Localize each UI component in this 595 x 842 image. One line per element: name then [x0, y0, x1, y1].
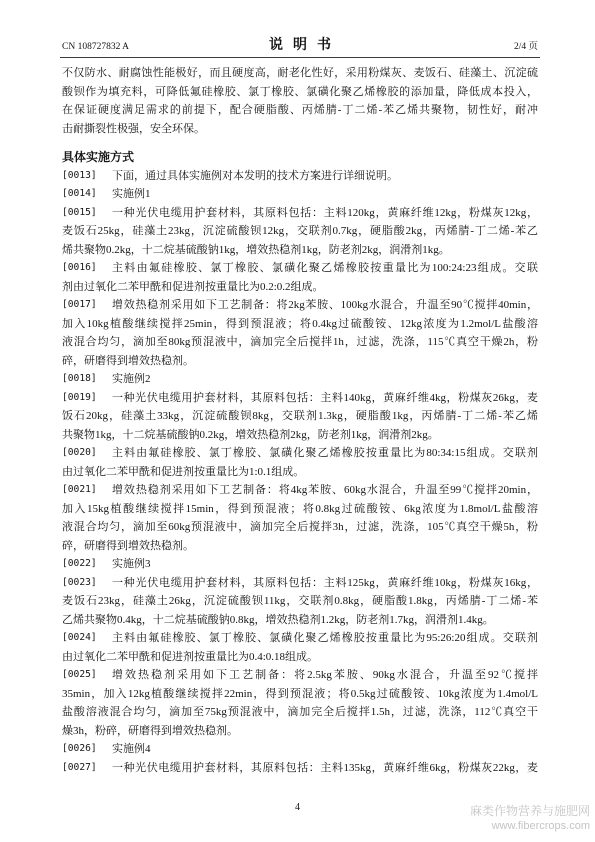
- paragraph-number: [0018]: [62, 373, 97, 384]
- paragraph-first-line: [62, 204, 538, 223]
- watermark-site-name: 麻类作物营养与施肥网: [469, 804, 590, 818]
- paragraph-number: [0015]: [62, 206, 97, 218]
- paragraph-first-line: [62, 370, 538, 389]
- paragraph-text-line: 液混合均匀，滴加至60kg预混液中，滴加完全后搅拌3h，过滤，洗涤，105℃真空干燥5h，粉: [62, 521, 538, 533]
- paragraph-text-line: 饭石20kg，硅藻土33kg，沉淀硫酸钡8kg，交联剂1.3kg，硬脂酸1kg，丙烯腈-丁二烯-苯乙烯: [62, 410, 538, 422]
- paragraph-number: [0014]: [62, 188, 97, 199]
- paragraph-number: [0020]: [62, 447, 97, 458]
- paragraph-text: 增效热稳剂采用如下工艺制备：将2kg苯胺、100kg水混合，升温至90℃搅拌40min，: [112, 299, 538, 311]
- paragraph-text: 实施例3: [112, 558, 151, 570]
- paragraph-first-line: [62, 555, 538, 574]
- paragraph-number: [0024]: [62, 632, 97, 643]
- paragraph-text: 增效热稳剂采用如下工艺制备：将2.5kg苯胺、90kg水混合，升温至92℃搅拌: [112, 669, 538, 681]
- paragraph-text-line: 烯共聚物0.2kg，十二烷基硫酸钠1kg，增效热稳剂1kg，防老剂2kg，润滑剂1kg。: [62, 243, 450, 256]
- paragraph-first-line: [62, 740, 538, 759]
- paragraph-number: [0023]: [62, 576, 97, 588]
- paragraph-first-line: [62, 389, 538, 408]
- paragraph-text: 实施例1: [112, 188, 151, 200]
- paragraph-text-line: 麦饭石25kg，硅藻土23kg，沉淀硫酸钡12kg，交联剂0.7kg，硬脂酸2kg，丙烯腈-丁二烯-苯乙: [62, 225, 538, 237]
- paragraph-first-line: [62, 444, 538, 463]
- numbered-paragraph: [62, 444, 538, 481]
- paragraph-text: 主料由氟硅橡胶、氯丁橡胶、氯磺化聚乙烯橡胶按重量比为80:34:15组成。交联剂: [112, 447, 538, 459]
- numbered-paragraph: [62, 740, 538, 759]
- numbered-paragraph: [62, 204, 538, 260]
- text-line: 击耐撕裂性极强，安全环保。: [62, 122, 205, 135]
- continued-paragraph: [62, 64, 538, 138]
- paragraph-text-line: 盐酸溶液混合均匀，滴加至75kg预混液中，滴加完全后搅拌1.5h，过滤，洗涤，112℃真空干: [62, 706, 538, 718]
- paragraph-text-line: 35min，加入12kg植酸继续搅拌22min，得到预混液；将0.5kg过硫酸铵、10kg浓度为1.4mol/L: [62, 687, 538, 700]
- paragraph-number: [0026]: [62, 743, 97, 754]
- paragraph-first-line: [62, 574, 538, 593]
- numbered-paragraph: [62, 666, 538, 740]
- numbered-paragraph: [62, 259, 538, 296]
- paragraph-text-line: 燥3h，粉碎，研磨得到增效热稳剂。: [62, 724, 238, 737]
- paragraph-number: [0021]: [62, 484, 97, 495]
- page-body: [62, 64, 538, 777]
- paragraph-text: 一种光伏电缆用护套材料，其原料包括：主料120kg，黄麻纤维12kg，粉煤灰12kg，: [112, 206, 538, 219]
- paragraph-number: [0027]: [62, 761, 97, 773]
- paragraph-text: 下面，通过具体实施例对本发明的技术方案进行详细说明。: [112, 169, 398, 182]
- paragraph-text: 增效热稳剂采用如下工艺制备：将4kg苯胺、60kg水混合，升温至99℃搅拌20min，: [112, 484, 538, 496]
- paragraph-text: 实施例4: [112, 743, 151, 755]
- paragraph-text: 实施例2: [112, 373, 151, 385]
- text-line: 在保证硬度满足需求的前提下，配合硬脂酸、丙烯腈-丁二烯-苯乙烯共聚物，韧性好，耐冲: [62, 104, 538, 116]
- paragraph-number: [0025]: [62, 669, 97, 680]
- paragraph-first-line: [62, 629, 538, 648]
- text-line: 酸钡作为填充料，可降低氟硅橡胶、氯丁橡胶、氯磺化聚乙烯橡胶的添加量，降低成本投入，: [62, 85, 538, 98]
- paragraph-text-line: 由过氧化二苯甲酰和促进剂按重量比为0.4:0.18组成。: [62, 650, 319, 663]
- paragraph-first-line: [62, 259, 538, 278]
- numbered-paragraph: [62, 555, 538, 574]
- numbered-paragraph: [62, 389, 538, 445]
- section-heading: 具体实施方式: [62, 150, 135, 164]
- paragraph-text-line: 加入15kg植酸继续搅拌15min，得到预混液；将0.8kg过硫酸铵、6kg浓度为1.8mol/L盐酸溶: [62, 502, 538, 515]
- publication-number: CN 108727832 A: [62, 42, 130, 52]
- paragraph-first-line: [62, 481, 538, 500]
- paragraph-number: [0019]: [62, 391, 97, 403]
- paragraph-first-line: [62, 167, 538, 186]
- page-header: [62, 38, 538, 54]
- paragraph-text-line: 碎，研磨得到增效热稳剂。: [62, 539, 194, 552]
- numbered-paragraph: [62, 574, 538, 630]
- paragraph-number: [0016]: [62, 262, 97, 273]
- watermark-url: www.fibercrops.com: [491, 820, 590, 832]
- paragraph-first-line: [62, 185, 538, 204]
- paragraph-text-line: 剂由过氧化二苯甲酰和促进剂按重量比为0.2:0.2组成。: [62, 280, 324, 293]
- paragraph-first-line: [62, 759, 538, 778]
- numbered-paragraph: [62, 296, 538, 370]
- paragraph-text: 一种光伏电缆用护套材料，其原料包括：主料140kg，黄麻纤维4kg，粉煤灰26kg，麦: [112, 391, 538, 404]
- page-indicator: 2/4 页: [513, 42, 538, 52]
- paragraph-text-line: 碎，研磨得到增效热稳剂。: [62, 354, 194, 367]
- numbered-paragraph: [62, 629, 538, 666]
- numbered-paragraph: [62, 481, 538, 555]
- watermark: [470, 804, 590, 834]
- page-number: 4: [295, 802, 300, 813]
- paragraph-text: 主料由氟硅橡胶、氯丁橡胶、氯磺化聚乙烯橡胶按重量比为100:24:23组成。交联: [112, 262, 538, 274]
- text-line: 不仅防水、耐腐蚀性能极好，而且硬度高，耐老化性好，采用粉煤灰、麦饭石、硅藻土、沉淀硫: [62, 67, 538, 79]
- paragraph-first-line: [62, 296, 538, 315]
- paragraph-number: [0013]: [62, 169, 97, 181]
- paragraph-text-line: 乙烯共聚物0.4kg，十二烷基硫酸钠0.8kg，增效热稳剂1.2kg，防老剂1.7kg，润滑剂1.4kg。: [62, 613, 494, 626]
- numbered-paragraph: [62, 759, 538, 778]
- paragraph-text-line: 麦饭石23kg，硅藻土26kg，沉淀硫酸钡11kg，交联剂0.8kg，硬脂酸1.8kg，丙烯腈-丁二烯-苯: [62, 595, 538, 607]
- paragraph-text: 一种光伏电缆用护套材料，其原料包括：主料135kg，黄麻纤维6kg，粉煤灰22kg，麦: [112, 761, 538, 774]
- paragraph-list: [62, 167, 538, 778]
- numbered-paragraph: [62, 185, 538, 204]
- numbered-paragraph: [62, 370, 538, 389]
- document-title: 说明书: [269, 38, 341, 53]
- paragraph-text-line: 液混合均匀，滴加至80kg预混液中，滴加完全后搅拌1h，过滤，洗涤，115℃真空干燥2h，粉: [62, 336, 538, 348]
- paragraph-text: 主料由氟硅橡胶、氯丁橡胶、氯磺化聚乙烯橡胶按重量比为95:26:20组成。交联剂: [112, 632, 538, 644]
- paragraph-text: 一种光伏电缆用护套材料，其原料包括：主料125kg，黄麻纤维10kg，粉煤灰16kg，: [112, 576, 538, 589]
- paragraph-text-line: 加入10kg植酸继续搅拌25min，得到预混液；将0.4kg过硫酸铵、12kg浓度为1.2mol/L盐酸溶: [62, 317, 538, 330]
- paragraph-first-line: [62, 666, 538, 685]
- paragraph-text-line: 由过氧化二苯甲酰和促进剂按重量比为1:0.1组成。: [62, 465, 305, 478]
- paragraph-number: [0017]: [62, 299, 97, 310]
- paragraph-text-line: 共聚物1kg，十二烷基硫酸钠0.2kg，增效热稳剂2kg，防老剂1kg，润滑剂2kg。: [62, 428, 439, 441]
- paragraph-number: [0022]: [62, 558, 97, 569]
- numbered-paragraph: [62, 167, 538, 186]
- header-divider: [60, 57, 540, 58]
